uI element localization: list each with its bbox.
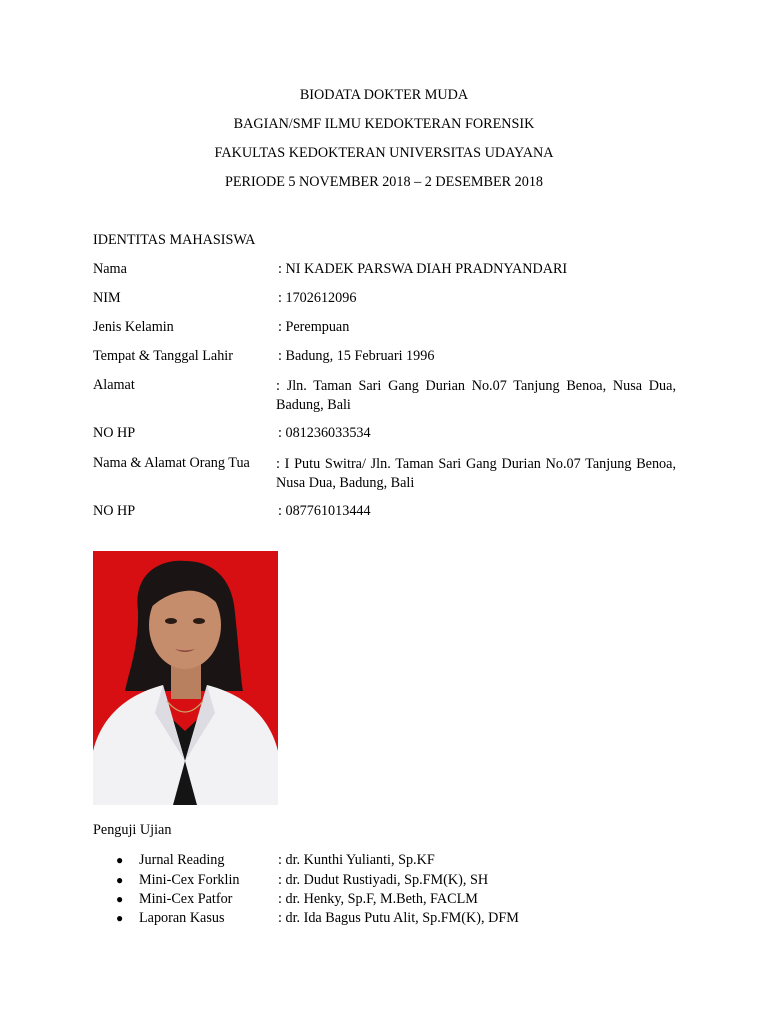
bullet-icon: ●	[116, 892, 124, 906]
examiner-value-patfor: : dr. Henky, Sp.F, M.Beth, FACLM	[278, 891, 478, 907]
examiner-value-journal: : dr. Kunthi Yulianti, Sp.KF	[278, 852, 435, 868]
bullet-icon: ●	[116, 853, 124, 867]
row-label-nama: Nama	[93, 261, 127, 277]
row-value-parent-phone: : 087761013444	[278, 503, 371, 519]
examiner-label-forklin: Mini-Cex Forklin	[139, 872, 240, 888]
row-label-parents: Nama & Alamat Orang Tua	[93, 455, 250, 471]
row-value-gender: : Perempuan	[278, 319, 350, 335]
bullet-icon: ●	[116, 911, 124, 925]
examiner-label-patfor: Mini-Cex Patfor	[139, 891, 233, 907]
row-label-birth: Tempat & Tanggal Lahir	[93, 348, 233, 364]
header-department: BAGIAN/SMF ILMU KEDOKTERAN FORENSIK	[233, 116, 535, 132]
header-faculty: FAKULTAS KEDOKTERAN UNIVERSITAS UDAYANA	[214, 145, 554, 161]
row-label-parent-phone: NO HP	[93, 503, 136, 519]
row-value-parents: : I Putu Switra/ Jln. Taman Sari Gang Durian No.07 Tanjung Benoa, Nusa Dua, Badung, Bali	[276, 456, 676, 491]
student-photo	[93, 551, 278, 805]
row-value-birth: : Badung, 15 Februari 1996	[278, 348, 435, 364]
examiner-value-case-report: : dr. Ida Bagus Putu Alit, Sp.FM(K), DFM	[278, 910, 519, 926]
row-value-address: : Jln. Taman Sari Gang Durian No.07 Tanjung Benoa, Nusa Dua, Badung, Bali	[276, 378, 676, 413]
row-value-nim: : 1702612096	[278, 290, 357, 306]
header-period: PERIODE 5 NOVEMBER 2018 – 2 DESEMBER 2018	[224, 174, 544, 190]
bullet-icon: ●	[116, 873, 124, 887]
examiner-value-forklin: : dr. Dudut Rustiyadi, Sp.FM(K), SH	[278, 872, 489, 888]
row-label-phone: NO HP	[93, 425, 136, 441]
examiner-label-journal: Jurnal Reading	[139, 852, 225, 868]
examiner-label-case-report: Laporan Kasus	[139, 910, 225, 926]
row-value-nama: : NI KADEK PARSWA DIAH PRADNYANDARI	[278, 261, 568, 277]
examiners-section-title: Penguji Ujian	[93, 822, 172, 838]
row-label-gender: Jenis Kelamin	[93, 319, 174, 335]
row-label-nim: NIM	[93, 290, 121, 306]
identity-section-title: IDENTITAS MAHASISWA	[93, 232, 256, 248]
row-value-phone: : 081236033534	[278, 425, 371, 441]
header-title: BIODATA DOKTER MUDA	[299, 87, 469, 103]
row-label-address: Alamat	[93, 377, 135, 393]
